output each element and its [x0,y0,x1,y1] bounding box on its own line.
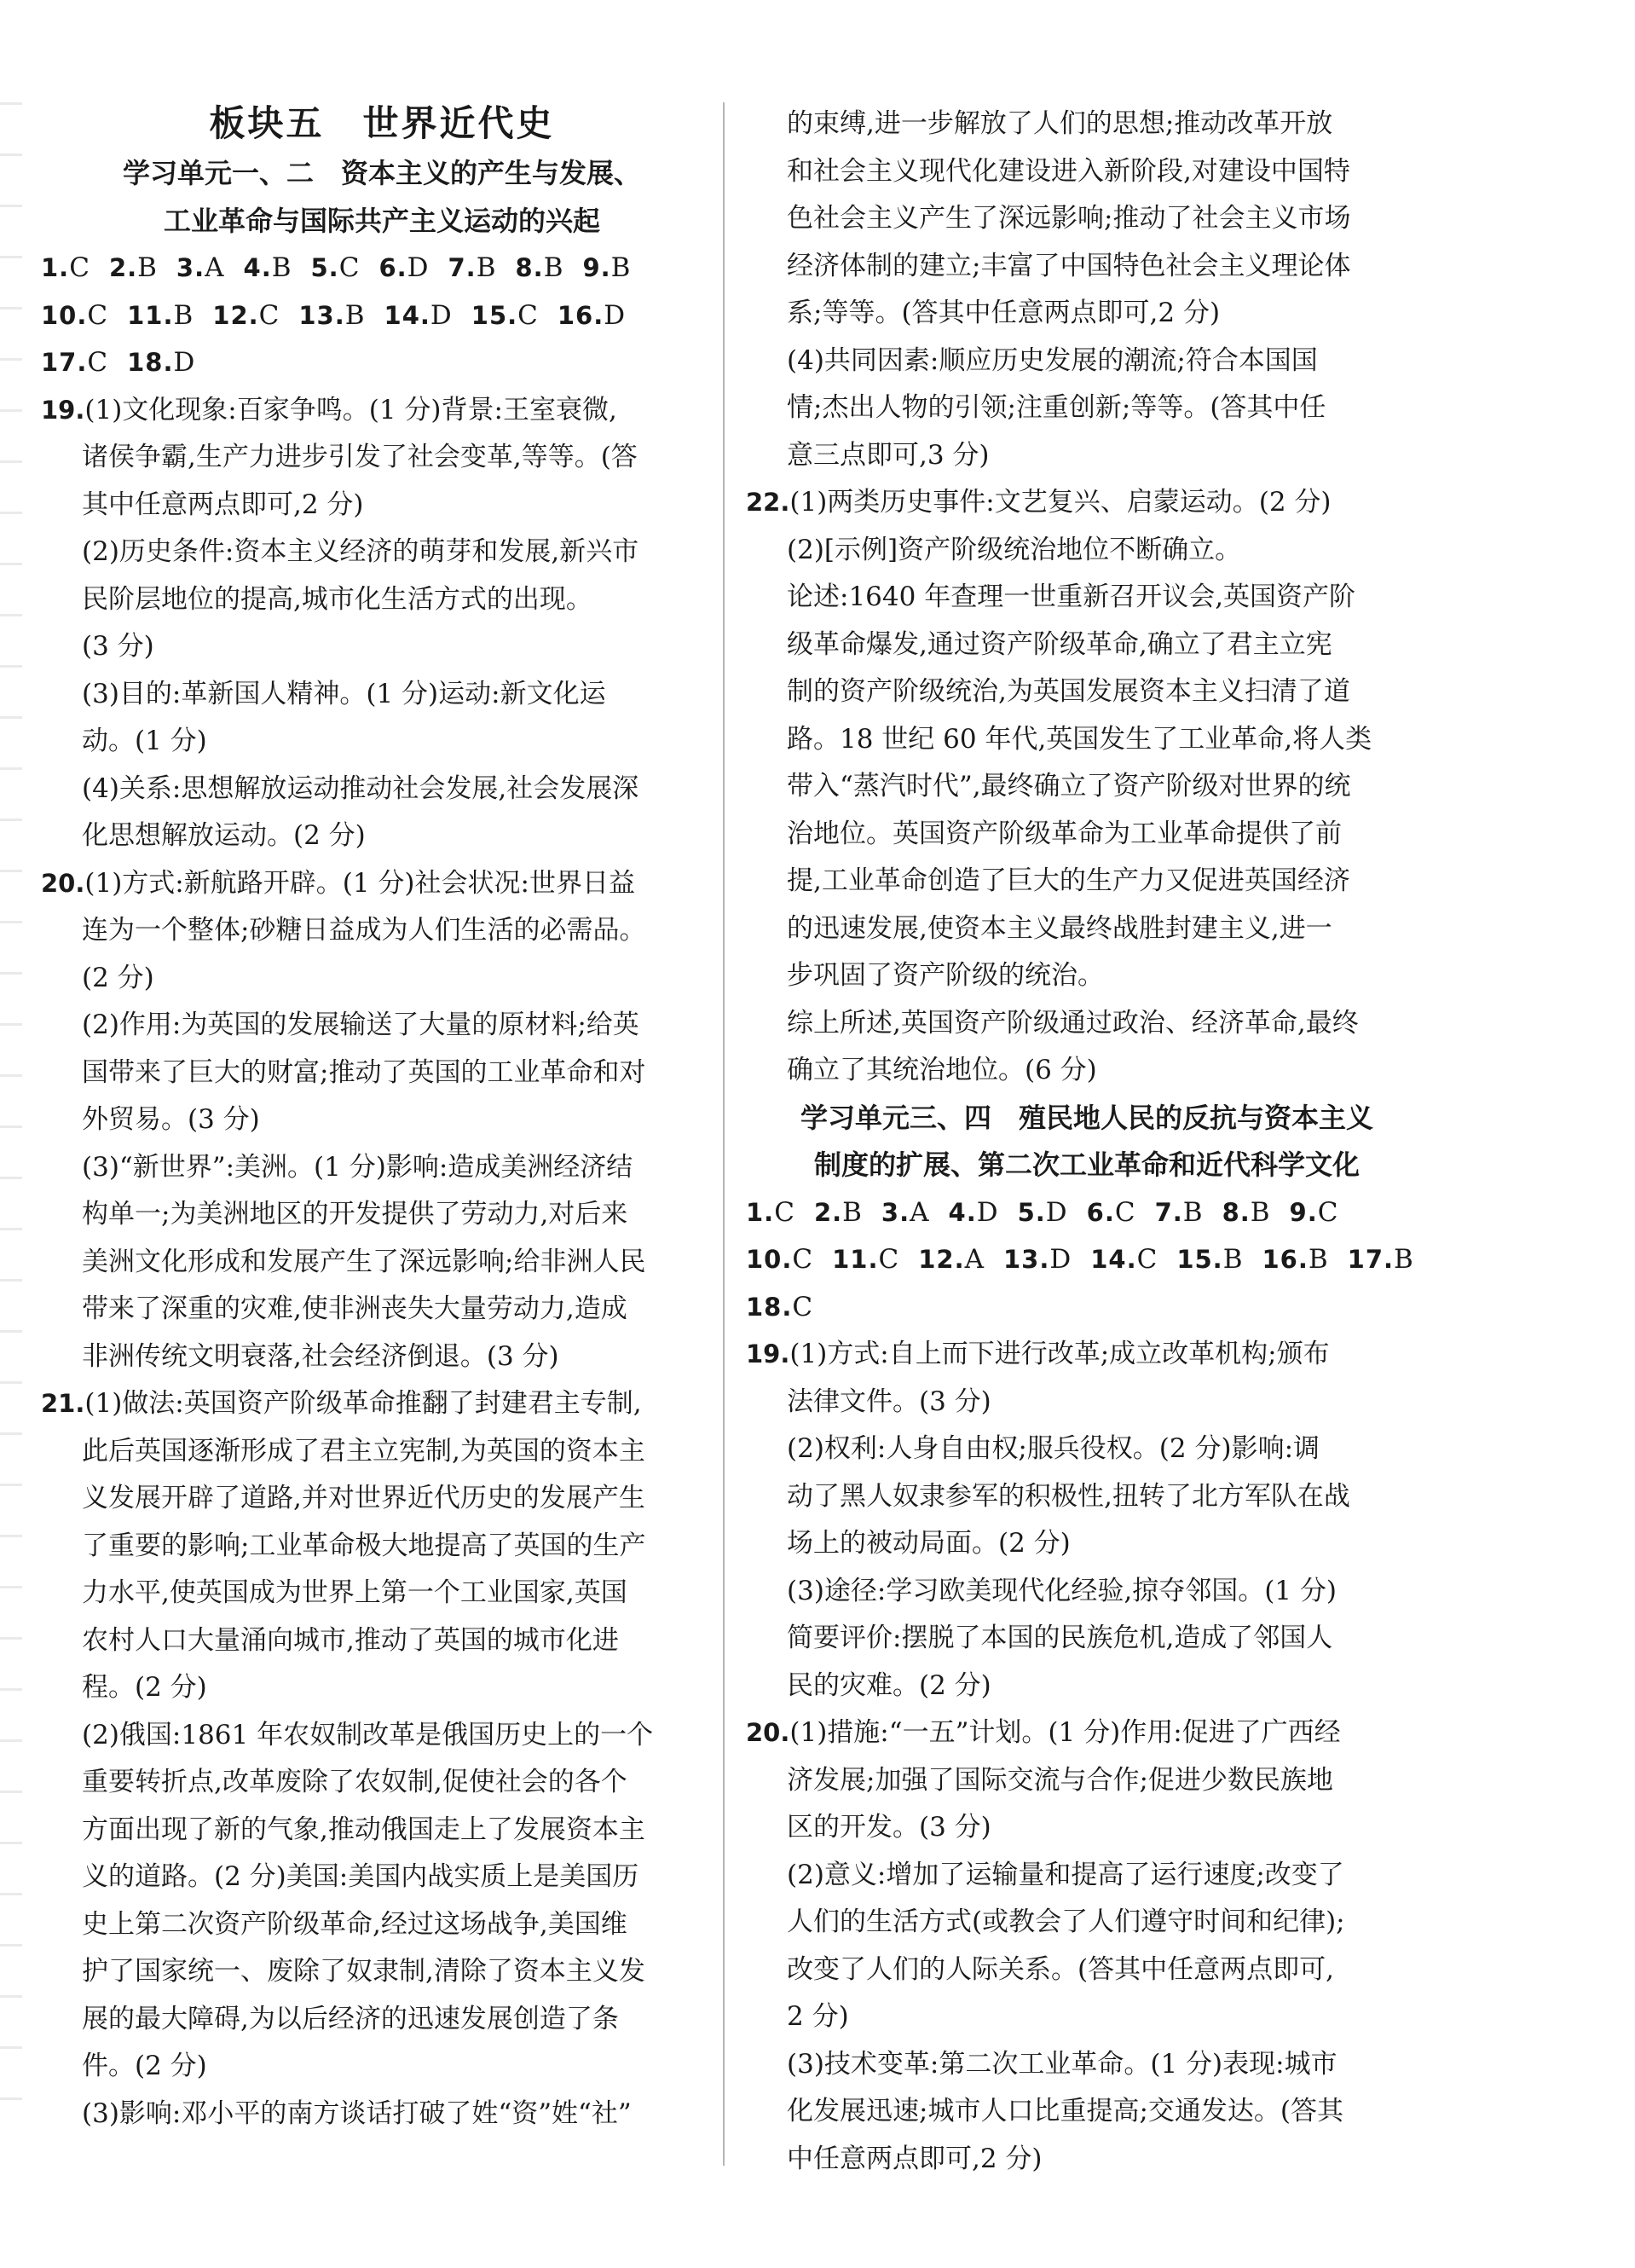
answer-letter: C [87,347,109,378]
text-line [41,1428,723,1476]
answer-letter: D [430,299,453,331]
text-line [746,1993,1428,2041]
line-text: 此后英国逐渐形成了君主立宪制,为英国的资本主 [82,1435,645,1467]
text-line [41,1286,723,1334]
answer-letter: C [87,299,109,331]
choice-answer [176,245,225,292]
answer-letter: B [1250,1196,1271,1228]
choice-answer [471,292,539,340]
line-text: 人们的生活方式(或教会了人们遵守时间和纪律); [787,1906,1345,1937]
line-text: (1)措施:“一五”计划。(1 分)作用:促进了广西经 [789,1717,1341,1748]
line-text: 外贸易。(3 分) [82,1104,260,1135]
line-text: 法律文件。(3 分) [787,1386,991,1417]
line-text: 力水平,使英国成为世界上第一个工业国家,英国 [82,1577,627,1608]
choice-answer [448,245,497,292]
question-number: 14. [384,300,430,330]
text-line [41,1854,723,1901]
question-number: 4. [948,1197,977,1227]
line-text: 动。(1 分) [82,726,207,756]
question-number: 10. [746,1245,793,1274]
text-line [746,1852,1428,1900]
line-text: 综上所述,英国资产阶级通过政治、经济革命,最终 [787,1007,1359,1039]
text-line [746,763,1428,811]
line-text: (3)途径:学习欧美现代化经验,掠夺邻国。(1 分) [787,1575,1337,1606]
answer-letter: C [1136,1244,1158,1275]
text-line [746,2136,1428,2184]
text-line [41,671,723,719]
answer-letter: C [258,299,280,331]
choice-answer [41,292,108,340]
text-line [41,1664,723,1712]
text-line [41,1002,723,1050]
line-text: 构单一;为美洲地区的开发提供了劳动力,对后来 [82,1199,628,1229]
line-text: 步巩固了资产阶级的统治。 [787,960,1104,991]
choice-answer [212,292,280,340]
answer-row [41,245,723,292]
choice-answer [746,1236,813,1284]
text-line [746,1520,1428,1568]
question-number: 18. [127,348,174,377]
choice-answer [311,245,361,292]
answer-letter: B [173,299,194,331]
answer-letter: C [792,1244,814,1275]
line-text: (2)俄国:1861 年农奴制改革是俄国历史上的一个 [82,1719,654,1750]
line-text: 情;杰出人物的引领;注重创新;等等。(答其中任 [787,392,1326,423]
line-text: 诸侯争霸,生产力进步引发了社会变革,等等。(答 [82,442,638,472]
line-text: (1)做法:英国资产阶级革命推翻了封建君主专制, [84,1388,642,1419]
answer-letter: A [910,1196,930,1228]
text-line [41,1570,723,1617]
question-number: 5. [1017,1197,1046,1227]
answer-letter: A [205,252,225,283]
question-number: 16. [1262,1245,1309,1274]
text-line [41,1050,723,1097]
question-number: 4. [243,253,272,282]
line-text: 重要转折点,改革废除了农奴制,促使社会的各个 [82,1767,627,1797]
choice-answer [515,245,563,292]
answer-letter: B [1182,1196,1204,1228]
choice-answer [244,245,292,292]
text-line [746,479,1428,527]
line-text: 和社会主义现代化建设进入新阶段,对建设中国特 [787,155,1350,187]
column-divider [723,102,725,2166]
text-line [746,1568,1428,1616]
question-number: 11. [127,300,174,330]
text-line [746,858,1428,905]
line-text: 程。(2 分) [82,1672,207,1703]
question-number: 19. [41,395,85,425]
text-line [746,148,1428,196]
answer-letter: B [543,252,564,283]
answer-row [41,339,723,387]
question-number: 13. [298,300,345,330]
choice-answer [558,292,626,340]
choice-answer [1018,1189,1068,1237]
line-text: (3)目的:革新国人精神。(1 分)运动:新文化运 [82,678,606,709]
choice-answer [918,1236,985,1284]
answer-letter: B [344,299,366,331]
text-line [41,576,723,624]
right-column [746,101,1428,2183]
choice-answer [1090,1236,1158,1284]
line-text: 农村人口大量涌向城市,推动了英国的城市化进 [82,1624,619,1656]
answer-letter: B [610,252,632,283]
line-text: 展的最大障碍,为以后经济的迅速发展创造了条 [82,2003,619,2034]
question-number: 9. [1289,1197,1318,1227]
question-number: 7. [1154,1197,1183,1227]
answer-letter: C [792,1291,814,1322]
text-line [746,385,1428,432]
answer-letter: B [137,252,158,283]
choice-answer [1087,1189,1136,1237]
block-title: 板块五 世界近代史 [209,102,555,144]
text-line [41,1475,723,1523]
text-line [746,290,1428,338]
line-text: 化发展迅速;城市人口比重提高;交通发达。(答其 [787,2096,1343,2126]
text-line [41,1334,723,1381]
text-line [41,718,723,766]
choice-answer [1222,1189,1271,1237]
line-text: 义发展开辟了道路,并对世界近代历史的发展产生 [82,1483,645,1513]
question-number: 12. [918,1245,965,1274]
unit2-title-line2: 制度的扩展、第二次工业革命和近代科学文化 [813,1148,1360,1181]
line-text: 动了黑人奴隶参军的积极性,扭转了北方军队在战 [787,1480,1350,1512]
line-text: 了重要的影响;工业革命极大地提高了英国的生产 [82,1530,646,1561]
question-number: 15. [1176,1245,1223,1274]
right-answer-text-2 [746,1331,1428,2183]
answer-letter: D [173,347,196,378]
question-number: 22. [746,488,790,517]
line-text: 2 分) [787,2001,849,2032]
text-line [41,1759,723,1807]
question-number: 8. [1222,1197,1251,1227]
question-number: 10. [41,300,88,330]
line-text: (2)作用:为英国的发展输送了大量的原材料;给英 [82,1010,639,1040]
answer-letter: B [1308,1244,1329,1275]
left-answer-text [41,387,723,2138]
text-line [746,1899,1428,1947]
binding-edge-strip [0,102,22,2149]
line-text: 论述:1640 年查理一世重新召开议会,英国资产阶 [787,581,1356,612]
answer-letter: B [842,1196,863,1228]
text-line [41,766,723,813]
text-line [746,1757,1428,1805]
choice-answer [378,245,429,292]
line-text: 方面出现了新的气象,推动俄国走上了发展资本主 [82,1814,645,1845]
line-text: 济发展;加强了国际交流与合作;促进少数民族地 [787,1764,1333,1796]
text-line [746,1663,1428,1710]
answer-letter: C [517,299,539,331]
answer-letter: C [878,1244,900,1275]
text-line [41,1523,723,1571]
text-line [41,482,723,529]
right-answer-text-1 [746,101,1428,1095]
line-text: 改变了人们的人际关系。(答其中任意两点即可, [787,1953,1334,1985]
text-line [41,1380,723,1428]
text-line [746,101,1428,148]
text-line [41,434,723,482]
choice-answer [109,245,158,292]
choice-answer [582,245,631,292]
question-number: 17. [41,348,88,377]
question-number: 1. [746,1197,775,1227]
answer-letter: C [69,252,90,283]
text-line [41,907,723,955]
line-text: (2)[示例]资产阶级统治地位不断确立。 [787,534,1242,565]
line-text: 护了国家统一、废除了奴隶制,清除了资本主义发 [82,1956,645,1987]
question-number: 11. [832,1245,879,1274]
text-line [41,387,723,435]
choice-answer [1155,1189,1204,1237]
question-number: 19. [746,1339,790,1368]
choice-answer [1176,1236,1243,1284]
text-line [746,1000,1428,1048]
choice-answer [881,1189,930,1237]
line-text: (3)“新世界”:美洲。(1 分)影响:造成美洲经济结 [82,1151,633,1183]
unit1-title-line2: 工业革命与国际共产主义运动的兴起 [163,204,600,237]
answer-letter: B [1222,1244,1244,1275]
question-number: 2. [108,253,138,282]
text-line [746,338,1428,385]
text-line [41,1712,723,1760]
question-number: 12. [212,300,259,330]
choice-answer [1290,1189,1339,1237]
line-text: (2)权利:人身自由权;服兵役权。(2 分)影响:调 [787,1433,1320,1464]
text-line [41,860,723,908]
text-line [746,1047,1428,1095]
question-number: 8. [515,253,544,282]
line-text: 的束缚,进一步解放了人们的思想;推动改革开放 [787,108,1333,139]
line-text: (3)影响:邓小平的南方谈话打破了姓“资”姓“社” [82,2097,632,2129]
text-line [746,1331,1428,1379]
question-number: 6. [378,253,407,282]
answer-letter: A [964,1244,985,1275]
line-text: 史上第二次资产阶级革命,经过这场战争,美国维 [82,1908,627,1940]
line-text: 民阶层地位的提高,城市化生活方式的出现。 [82,583,592,615]
line-text: 治地位。英国资产阶级革命为工业革命提供了前 [787,818,1342,849]
text-line [41,1807,723,1854]
text-line [746,2041,1428,2089]
text-line [746,574,1428,622]
answer-letter: C [1317,1196,1339,1228]
line-text: 民的灾难。(2 分) [787,1669,991,1701]
question-number: 18. [746,1292,793,1322]
text-line [746,432,1428,480]
question-number: 3. [881,1197,910,1227]
choice-answer [1003,1236,1072,1284]
text-line [746,527,1428,575]
line-text: 色社会主义产生了深远影响;推动了社会主义市场 [787,203,1351,234]
question-number: 2. [813,1197,843,1227]
line-text: 连为一个整体;砂糖日益成为人们生活的必需品。 [82,915,646,946]
question-number: 14. [1090,1245,1137,1274]
answer-letter: D [604,299,627,331]
line-text: (2 分) [82,962,154,993]
line-text: (4)共同因素:顺应历史发展的潮流;符合本国国 [787,344,1318,376]
line-text: 中任意两点即可,2 分) [787,2143,1043,2174]
answer-row [746,1189,1428,1237]
answer-row [746,1284,1428,1332]
line-text: 义的道路。(2 分)美国:美国内战实质上是美国历 [82,1861,639,1892]
unit1-choice-answers [41,245,723,387]
answer-letter: D [976,1196,999,1228]
line-text: (2)意义:增加了运输量和提高了运行速度;改变了 [787,1859,1344,1890]
line-text: (1)文化现象:百家争鸣。(1 分)背景:王室衰微, [84,394,617,425]
question-number: 21. [41,1389,85,1418]
text-line [41,2043,723,2091]
choice-answer [1262,1236,1328,1284]
answer-letter: B [476,252,497,283]
text-line [746,195,1428,243]
line-text: (4)关系:思想解放运动推动社会发展,社会发展深 [82,772,639,804]
answer-letter: B [1394,1244,1414,1275]
line-text: 意三点即可,3 分) [787,439,990,471]
text-line [746,622,1428,669]
question-number: 20. [746,1718,790,1747]
line-text: 化思想解放运动。(2 分) [82,820,366,851]
choice-answer [41,245,90,292]
question-number: 20. [41,868,85,898]
line-text: (2)历史条件:资本主义经济的萌芽和发展,新兴市 [82,536,639,567]
line-text: 件。(2 分) [82,2051,207,2081]
choice-answer [814,1189,863,1237]
question-number: 13. [1002,1245,1050,1274]
line-text: 带入“蒸汽时代”,最终确立了资产阶级对世界的统 [787,771,1351,801]
text-line [746,1379,1428,1426]
text-line [41,1901,723,1949]
answer-letter: C [1114,1196,1136,1228]
text-line [746,905,1428,953]
line-text: 确立了其统治地位。(6 分) [787,1055,1097,1085]
text-line [746,668,1428,716]
line-text: 场上的被动局面。(2 分) [787,1528,1071,1559]
line-text: 美洲文化形成和发展产生了深远影响;给非洲人民 [82,1246,646,1277]
answer-letter: C [338,252,361,283]
text-line [41,955,723,1003]
text-line [746,1710,1428,1757]
question-number: 9. [582,253,611,282]
line-text: 带来了深重的灾难,使非洲丧失大量劳动力,造成 [82,1293,627,1324]
answer-letter: B [271,252,292,283]
choice-answer [127,339,195,387]
text-line [41,813,723,860]
choice-answer [298,292,365,340]
text-line [41,1144,723,1192]
line-text: 的迅速发展,使资本主义最终战胜封建主义,进一 [787,912,1332,944]
answer-letter: D [1045,1196,1068,1228]
text-line [41,529,723,576]
text-line [41,1996,723,2044]
left-column [41,102,723,2138]
question-number: 1. [41,253,70,282]
line-text: 提,工业革命创造了巨大的生产力又促进英国经济 [787,865,1350,896]
choice-answer [746,1189,795,1237]
text-line [746,1804,1428,1852]
unit1-title-line1: 学习单元一、二 资本主义的产生与发展、 [122,157,641,189]
choice-answer [1348,1236,1414,1284]
line-text: (3 分) [82,631,154,662]
text-line [746,243,1428,291]
choice-answer [384,292,453,340]
choice-answer [41,339,108,387]
text-line [41,623,723,671]
answer-letter: D [1049,1244,1072,1275]
line-text: 级革命爆发,通过资产阶级革命,确立了君主立宪 [787,628,1332,660]
line-text: 制的资产阶级统治,为英国发展资本主义扫清了道 [787,676,1350,707]
line-text: (3)技术变革:第二次工业革命。(1 分)表现:城市 [787,2048,1337,2080]
text-line [746,811,1428,859]
question-number: 3. [176,253,205,282]
text-line [746,716,1428,764]
answer-letter: D [407,252,430,283]
unit2-title-line1: 学习单元三、四 殖民地人民的反抗与资本主义 [800,1101,1373,1134]
line-text: (1)方式:自上而下进行改革;成立改革机构;颁布 [789,1339,1330,1369]
line-text: 系;等等。(答其中任意两点即可,2 分) [787,298,1221,328]
text-line [41,1617,723,1665]
question-number: 15. [471,300,518,330]
question-number: 6. [1086,1197,1115,1227]
line-text: 国带来了巨大的财富;推动了英国的工业革命和对 [82,1056,646,1088]
question-number: 17. [1347,1245,1395,1274]
line-text: 简要评价:摆脱了本国的民族危机,造成了邻国人 [787,1623,1333,1653]
line-text: 其中任意两点即可,2 分) [82,489,364,520]
question-number: 7. [448,253,477,282]
text-line [746,1426,1428,1473]
answer-row [746,1236,1428,1284]
text-line [746,952,1428,1000]
text-line [746,2088,1428,2136]
line-text: (1)两类历史事件:文艺复兴、启蒙运动。(2 分) [789,487,1332,518]
line-text: 非洲传统文明衰落,社会经济倒退。(3 分) [82,1340,559,1372]
text-line [41,2091,723,2138]
choice-answer [746,1284,813,1332]
question-number: 16. [557,300,604,330]
choice-answer [949,1189,999,1237]
text-line [746,1473,1428,1521]
answer-letter: C [774,1196,795,1228]
text-line [41,1191,723,1239]
line-text: 经济体制的建立;丰富了中国特色社会主义理论体 [787,250,1351,281]
line-text: 路。18 世纪 60 年代,英国发生了工业革命,将人类 [787,723,1372,755]
line-text: 区的开发。(3 分) [787,1812,991,1843]
line-text: (1)方式:新航路开辟。(1 分)社会状况:世界日益 [84,867,635,899]
unit2-choice-answers [746,1189,1428,1332]
choice-answer [127,292,194,340]
answer-row [41,292,723,340]
text-line [41,1096,723,1144]
text-line [41,1948,723,1996]
question-number: 5. [310,253,339,282]
text-line [41,1239,723,1287]
text-line [746,1615,1428,1663]
choice-answer [832,1236,899,1284]
text-line [746,1947,1428,1994]
